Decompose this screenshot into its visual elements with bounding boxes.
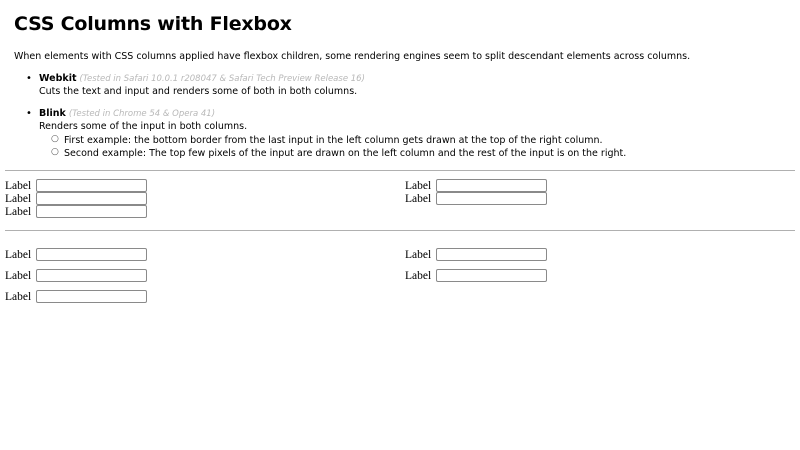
form-row xyxy=(5,205,147,218)
field-label: Label xyxy=(405,248,432,261)
form-row xyxy=(405,179,547,192)
field-label: Label xyxy=(5,192,32,205)
engine-detail: Renders some of the input in both columns. xyxy=(39,121,248,132)
field-label: Label xyxy=(405,269,432,282)
page-title: CSS Columns with Flexbox xyxy=(14,13,292,35)
bullet-icon: • xyxy=(26,108,32,119)
field-label: Label xyxy=(405,179,432,192)
divider xyxy=(5,170,795,171)
text-input[interactable] xyxy=(36,205,147,218)
engine-name: Webkit xyxy=(39,73,77,84)
form-row xyxy=(5,179,147,192)
engine-name: Blink xyxy=(39,108,66,119)
example-note-1: ○ First example: the bottom border from the last input in the left column gets drawn at the top of the right column. xyxy=(51,134,603,146)
page-description: When elements with CSS columns applied have flexbox children, some rendering engines seem to split descendant elements across columns. xyxy=(14,51,691,62)
engine-note: (Tested in Chrome 54 & Opera 41) xyxy=(68,109,216,119)
text-input[interactable] xyxy=(36,192,147,205)
field-label: Label xyxy=(405,192,432,205)
form-row xyxy=(5,269,147,282)
field-label: Label xyxy=(5,290,32,303)
form-row xyxy=(405,248,547,261)
form-row xyxy=(5,192,147,205)
engine-item-blink xyxy=(26,108,216,119)
text-input[interactable] xyxy=(436,192,547,205)
form-row xyxy=(405,269,547,282)
divider xyxy=(5,230,795,231)
text-input[interactable] xyxy=(36,179,147,192)
text-input[interactable] xyxy=(36,248,147,261)
form-row xyxy=(5,290,147,303)
text-input[interactable] xyxy=(36,269,147,282)
circle-bullet-icon: ○ xyxy=(51,147,59,157)
text-input[interactable] xyxy=(436,179,547,192)
field-label: Label xyxy=(5,179,32,192)
circle-bullet-icon: ○ xyxy=(51,134,59,144)
engine-detail: Cuts the text and input and renders some of both in both columns. xyxy=(39,86,358,97)
text-input[interactable] xyxy=(436,248,547,261)
example-note-2: ○ Second example: The top few pixels of the input are drawn on the left column and the rest of the input is on the right. xyxy=(51,147,627,159)
field-label: Label xyxy=(5,269,32,282)
bullet-icon: • xyxy=(26,73,32,84)
form-row xyxy=(5,248,147,261)
text-input[interactable] xyxy=(436,269,547,282)
engine-item-webkit xyxy=(26,73,365,84)
field-label: Label xyxy=(5,205,32,218)
form-row xyxy=(405,192,547,205)
text-input[interactable] xyxy=(36,290,147,303)
engine-note: (Tested in Safari 10.0.1 r208047 & Safari Tech Preview Release 16) xyxy=(79,74,365,84)
field-label: Label xyxy=(5,248,32,261)
